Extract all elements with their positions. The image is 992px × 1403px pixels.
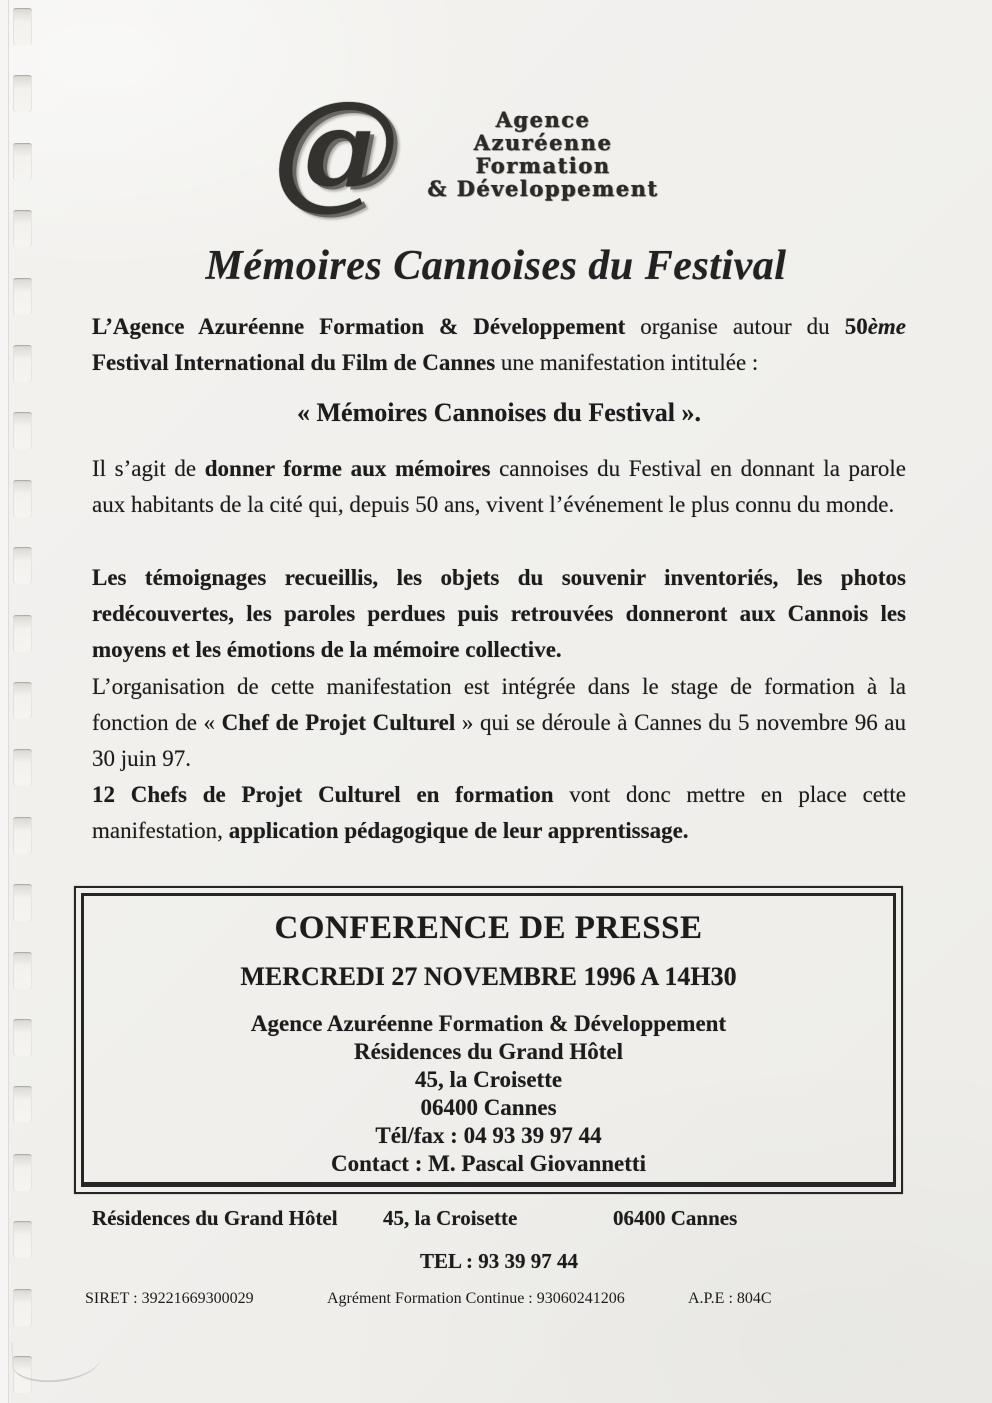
press-conference-heading: CONFERENCE DE PRESSE — [274, 910, 703, 946]
p4-text-2: » qui se déroule à Cannes du 5 novembre 96 au 30 juin 97. — [92, 710, 907, 771]
agency-logo-wordmark — [412, 108, 674, 200]
document-title: Mémoires Cannoises du Festival — [205, 243, 787, 289]
binder-hole — [13, 547, 32, 584]
binder-hole — [13, 884, 32, 921]
binder-hole — [13, 210, 32, 247]
intro-paragraph — [92, 309, 906, 381]
subtitle-quote: « Mémoires Cannoises du Festival ». — [297, 398, 701, 427]
press-conference-box — [74, 886, 903, 1194]
p5-bold-2: application pédagogique de leur apprentissage. — [228, 818, 689, 843]
intro-bold-agency: L’Agence Azuréenne Formation & Développement — [92, 314, 626, 339]
footer-agrement: Agrément Formation Continue : 93060241206 — [327, 1290, 625, 1307]
at-logo-icon: @ — [272, 73, 400, 223]
press-detail-telfax: Tél/fax : 04 93 39 97 44 — [375, 1123, 602, 1148]
press-detail-contact: Contact : M. Pascal Giovannetti — [331, 1151, 646, 1176]
press-detail-city: 06400 Cannes — [420, 1095, 557, 1120]
paragraph-3 — [92, 560, 906, 668]
p4-text-1: L’organisation de cette manifestation est intégrée dans le stage de formation à la fonction de « — [92, 674, 906, 735]
binder-hole — [13, 345, 32, 382]
binder-hole — [13, 75, 32, 112]
binder-hole — [13, 615, 32, 652]
p5-bold-1: 12 Chefs de Projet Culturel en formation — [92, 782, 554, 807]
p2-text-2: cannoises du Festival en donnant la parole aux habitants de la cité qui, depuis 50 ans, vivent l’événement le plus connu du monde. — [92, 456, 907, 517]
paragraph-5 — [92, 777, 906, 849]
footer-telephone: TEL : 93 39 97 44 — [419, 1249, 579, 1273]
logo-line-4: & Développement — [427, 176, 659, 201]
intro-bold-festival: Festival International du Film de Cannes — [92, 350, 496, 375]
p2-bold: donner forme aux mémoires — [204, 456, 491, 481]
binder-hole — [13, 143, 32, 180]
press-conference-details — [84, 1010, 893, 1178]
footer-siret: SIRET : 39221669300029 — [85, 1290, 254, 1307]
paper-tear-curl — [11, 1338, 101, 1383]
p3-bold: Les témoignages recueillis, les objets du souvenir inventoriés, les photos redécouvertes, les paroles perdues puis retrouvées donneront aux Cannois les moyens et les émotions de la mémoire collective. — [92, 565, 906, 662]
binder-hole — [13, 1019, 32, 1056]
intro-text-2: une manifestation intitulée : — [495, 350, 759, 375]
footer-address-row — [0, 1206, 992, 1234]
press-detail-street: 45, la Croisette — [414, 1067, 563, 1092]
footer-address-city: 06400 Cannes — [613, 1206, 738, 1230]
press-detail-residence: Résidences du Grand Hôtel — [354, 1039, 623, 1064]
footer-ape: A.P.E : 804C — [688, 1290, 772, 1307]
binder-hole — [13, 952, 32, 989]
press-conference-inner-border — [81, 893, 896, 1187]
intro-bold-50: 50 — [844, 314, 868, 339]
logo-line-3: Formation — [475, 153, 611, 178]
footer-address-residence: Résidences du Grand Hôtel — [92, 1206, 338, 1230]
binder-hole — [13, 1154, 32, 1191]
press-conference-date: MERCREDI 27 NOVEMBRE 1996 A 14H30 — [240, 962, 737, 991]
binder-hole — [13, 412, 32, 449]
logo-line-2: Azuréenne — [473, 130, 613, 155]
footer-address-street: 45, la Croisette — [383, 1206, 518, 1230]
binder-hole — [13, 8, 32, 45]
press-detail-agency: Agence Azuréenne Formation & Développement — [250, 1011, 727, 1036]
binder-hole — [13, 480, 32, 517]
binder-hole — [13, 1086, 32, 1123]
p4-bold: Chef de Projet Culturel — [221, 710, 456, 735]
binder-hole — [13, 817, 32, 854]
binder-hole — [13, 1289, 32, 1326]
binder-hole — [13, 682, 32, 719]
paragraph-2 — [92, 451, 906, 523]
p2-text-1: Il s’agit de — [92, 456, 205, 481]
binder-hole — [13, 749, 32, 786]
paragraph-4 — [92, 669, 906, 777]
intro-text-1: organise autour du — [625, 314, 845, 339]
p5-text-1: vont donc mettre en place cette manifestation, — [92, 782, 906, 843]
logo-line-1: Agence — [495, 107, 591, 132]
intro-bold-eme: ème — [867, 314, 906, 339]
